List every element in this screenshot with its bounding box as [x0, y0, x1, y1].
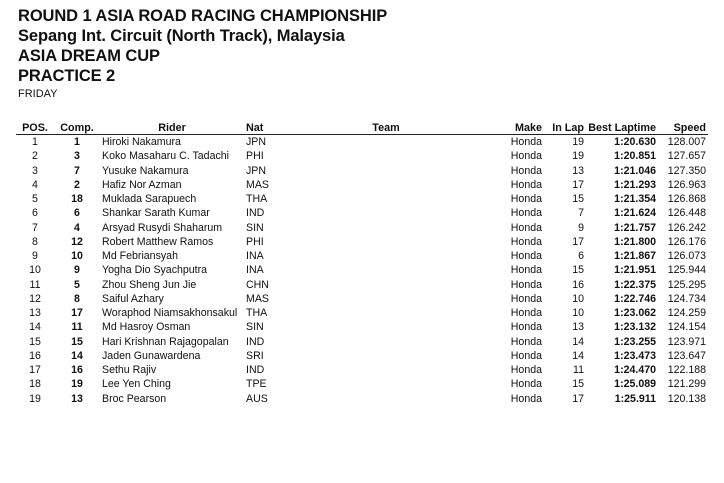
cell-pos: 12	[29, 292, 41, 305]
cell-comp: 17	[71, 307, 83, 320]
cell-pos: 15	[29, 335, 41, 348]
cell-speed: 124.154	[667, 321, 706, 334]
cell-speed: 122.188	[667, 364, 706, 377]
table-row	[16, 178, 708, 192]
cell-make: Honda	[510, 193, 542, 206]
cell-pos: 6	[32, 207, 38, 220]
cell-team	[296, 221, 476, 235]
cell-rider: Md Febriansyah	[102, 250, 178, 263]
cell-make: Honda	[510, 207, 542, 220]
table-row	[16, 135, 708, 150]
cell-team	[296, 149, 476, 163]
cell-comp: 13	[71, 392, 83, 405]
cell-inlap: 15	[572, 193, 584, 206]
cell-best-laptime: 1:22.746	[614, 292, 656, 305]
cell-inlap: 17	[572, 235, 584, 248]
table-row	[16, 235, 708, 249]
cell-make: Honda	[510, 164, 542, 177]
cell-nat: SRI	[246, 349, 264, 362]
cell-comp: 1	[74, 136, 80, 149]
cell-inlap: 7	[578, 207, 584, 220]
cell-inlap: 10	[572, 292, 584, 305]
cell-speed: 126.176	[667, 235, 706, 248]
document-header	[18, 6, 387, 101]
col-speed-header: Speed	[658, 121, 708, 135]
cell-rider: Zhou Sheng Jun Jie	[102, 278, 197, 291]
cell-comp: 3	[74, 150, 80, 163]
cell-comp: 6	[74, 207, 80, 220]
table-row	[16, 335, 708, 349]
cell-nat: IND	[246, 207, 265, 220]
cell-speed: 124.259	[667, 307, 706, 320]
cell-inlap: 9	[578, 221, 584, 234]
cell-comp: 2	[74, 178, 80, 191]
cell-pos: 2	[32, 150, 38, 163]
table-row	[16, 164, 708, 178]
col-pos-header: POS.	[16, 121, 54, 135]
cell-comp: 9	[74, 264, 80, 277]
cell-best-laptime: 1:21.867	[614, 250, 656, 263]
table-row	[16, 306, 708, 320]
cell-pos: 7	[32, 221, 38, 234]
cell-inlap: 14	[572, 335, 584, 348]
cell-best-laptime: 1:23.132	[614, 321, 656, 334]
cell-speed: 125.944	[667, 264, 706, 277]
championship-title: ROUND 1 ASIA ROAD RACING CHAMPIONSHIP	[18, 7, 388, 25]
cell-speed: 123.647	[667, 349, 706, 362]
cell-nat: MAS	[246, 292, 269, 305]
col-nat-header: Nat	[244, 121, 296, 135]
circuit-name: Sepang Int. Circuit (North Track), Malaysia	[18, 27, 345, 45]
session-day: FRIDAY	[18, 88, 58, 100]
cell-team	[296, 278, 476, 292]
cell-rider: Saiful Azhary	[102, 292, 164, 305]
table-header-row	[16, 121, 708, 135]
cell-team	[296, 363, 476, 377]
cell-team	[296, 292, 476, 306]
cell-comp: 4	[74, 221, 80, 234]
cell-comp: 8	[74, 292, 80, 305]
cell-rider: Hari Krishnan Rajagopalan	[102, 335, 229, 348]
cell-speed: 125.295	[667, 278, 706, 291]
table-row	[16, 149, 708, 163]
cell-inlap: 14	[572, 349, 584, 362]
cell-nat: JPN	[246, 136, 267, 149]
cell-comp: 11	[71, 321, 83, 334]
cell-nat: SIN	[246, 321, 264, 334]
cell-speed: 126.242	[667, 221, 706, 234]
cell-team	[296, 235, 476, 249]
cell-nat: TPE	[246, 378, 267, 391]
cell-nat: SIN	[246, 221, 264, 234]
cell-comp: 16	[71, 364, 83, 377]
col-rider-header: Rider	[100, 121, 244, 135]
cell-rider: Hiroki Nakamura	[102, 136, 181, 149]
cell-team	[296, 192, 476, 206]
cell-nat: MAS	[246, 178, 269, 191]
table-row	[16, 221, 708, 235]
table-row	[16, 392, 708, 406]
cell-pos: 1	[32, 136, 38, 149]
cell-pos: 10	[29, 264, 41, 277]
cell-nat: JPN	[246, 164, 267, 177]
session-name: PRACTICE 2	[18, 67, 116, 85]
cell-make: Honda	[510, 378, 542, 391]
cell-pos: 17	[29, 364, 41, 377]
cell-rider: Yusuke Nakamura	[102, 164, 189, 177]
cell-rider: Jaden Gunawardena	[102, 349, 201, 362]
cell-rider: Robert Matthew Ramos	[102, 235, 214, 248]
cell-speed: 121.299	[667, 378, 706, 391]
cell-make: Honda	[510, 335, 542, 348]
col-best-header: Best Laptime	[586, 121, 658, 135]
cell-pos: 18	[29, 378, 41, 391]
cell-rider: Hafiz Nor Azman	[102, 178, 182, 191]
cell-nat: INA	[246, 264, 264, 277]
cell-nat: THA	[246, 307, 268, 320]
cell-rider: Woraphod Niamsakhonsakul	[102, 307, 238, 320]
cell-team	[296, 392, 476, 406]
cell-comp: 15	[71, 335, 83, 348]
cell-team	[296, 135, 476, 150]
cell-pos: 9	[32, 250, 38, 263]
cell-nat: INA	[246, 250, 264, 263]
col-comp-header: Comp.	[54, 121, 100, 135]
cell-speed: 120.138	[667, 392, 706, 405]
cell-best-laptime: 1:23.062	[614, 307, 656, 320]
cell-inlap: 15	[572, 264, 584, 277]
cell-rider: Muklada Sarapuech	[102, 193, 197, 206]
col-inlap-header: In Lap	[544, 121, 586, 135]
cell-inlap: 10	[572, 307, 584, 320]
cell-best-laptime: 1:25.911	[614, 392, 656, 405]
cell-nat: CHN	[246, 278, 269, 291]
cell-make: Honda	[510, 278, 542, 291]
cell-make: Honda	[510, 250, 542, 263]
cell-best-laptime: 1:20.630	[614, 136, 656, 149]
table-row	[16, 206, 708, 220]
table-row	[16, 377, 708, 391]
cell-comp: 5	[74, 278, 80, 291]
cell-make: Honda	[510, 392, 542, 405]
cell-nat: PHI	[246, 235, 264, 248]
cell-best-laptime: 1:21.800	[614, 235, 656, 248]
cell-nat: IND	[246, 364, 265, 377]
col-make-header: Make	[476, 121, 544, 135]
cell-team	[296, 349, 476, 363]
cell-best-laptime: 1:25.089	[614, 378, 656, 391]
cell-pos: 3	[32, 164, 38, 177]
cell-rider: Shankar Sarath Kumar	[102, 207, 210, 220]
cell-rider: Lee Yen Ching	[102, 378, 171, 391]
cell-nat: IND	[246, 335, 265, 348]
cell-pos: 11	[29, 278, 41, 291]
cell-speed: 123.971	[667, 335, 706, 348]
cell-speed: 124.734	[667, 292, 706, 305]
cell-make: Honda	[510, 235, 542, 248]
cell-rider: Koko Masaharu C. Tadachi	[102, 150, 230, 163]
cell-speed: 126.073	[667, 250, 706, 263]
cell-inlap: 17	[572, 392, 584, 405]
cell-rider: Md Hasroy Osman	[102, 321, 191, 334]
cell-comp: 12	[71, 235, 83, 248]
cell-speed: 127.350	[667, 164, 706, 177]
cell-make: Honda	[510, 349, 542, 362]
cell-inlap: 17	[572, 178, 584, 191]
cell-rider: Sethu Rajiv	[102, 364, 157, 377]
table-row	[16, 278, 708, 292]
cell-rider: Yogha Dio Syachputra	[102, 264, 208, 277]
cell-speed: 126.448	[667, 207, 706, 220]
cell-rider: Broc Pearson	[102, 392, 167, 405]
cell-best-laptime: 1:23.473	[614, 349, 656, 362]
table-row	[16, 292, 708, 306]
cell-rider: Arsyad Rusydi Shaharum	[102, 221, 223, 234]
cell-inlap: 6	[578, 250, 584, 263]
cell-comp: 19	[71, 378, 83, 391]
cell-make: Honda	[510, 292, 542, 305]
cell-make: Honda	[510, 150, 542, 163]
cell-best-laptime: 1:22.375	[614, 278, 656, 291]
cell-best-laptime: 1:21.046	[614, 164, 656, 177]
cell-inlap: 16	[572, 278, 584, 291]
class-name: ASIA DREAM CUP	[18, 47, 160, 65]
cell-inlap: 19	[572, 150, 584, 163]
results-table	[16, 121, 708, 406]
cell-best-laptime: 1:21.757	[614, 221, 656, 234]
cell-pos: 8	[32, 235, 38, 248]
cell-comp: 10	[71, 250, 83, 263]
cell-inlap: 11	[573, 364, 584, 377]
cell-best-laptime: 1:21.624	[614, 207, 656, 220]
cell-pos: 16	[29, 349, 41, 362]
cell-make: Honda	[510, 136, 542, 149]
cell-inlap: 13	[572, 321, 584, 334]
cell-make: Honda	[510, 307, 542, 320]
cell-comp: 7	[74, 164, 80, 177]
cell-speed: 127.657	[667, 150, 706, 163]
cell-pos: 4	[32, 178, 38, 191]
cell-comp: 18	[71, 193, 83, 206]
table-row	[16, 263, 708, 277]
cell-best-laptime: 1:23.255	[614, 335, 656, 348]
cell-speed: 126.868	[667, 193, 706, 206]
cell-best-laptime: 1:21.951	[614, 264, 656, 277]
cell-speed: 128.007	[667, 136, 706, 149]
table-row	[16, 249, 708, 263]
cell-pos: 14	[29, 321, 41, 334]
cell-make: Honda	[510, 264, 542, 277]
cell-nat: PHI	[246, 150, 264, 163]
cell-make: Honda	[510, 178, 542, 191]
cell-team	[296, 263, 476, 277]
cell-inlap: 13	[572, 164, 584, 177]
cell-team	[296, 306, 476, 320]
cell-best-laptime: 1:21.293	[614, 178, 656, 191]
table-row	[16, 192, 708, 206]
cell-team	[296, 320, 476, 334]
cell-team	[296, 335, 476, 349]
cell-nat: THA	[246, 193, 268, 206]
cell-inlap: 15	[572, 378, 584, 391]
cell-best-laptime: 1:20.851	[614, 150, 656, 163]
cell-team	[296, 178, 476, 192]
cell-speed: 126.963	[667, 178, 706, 191]
cell-pos: 19	[29, 392, 41, 405]
cell-make: Honda	[510, 364, 542, 377]
col-team-header: Team	[296, 121, 476, 135]
cell-make: Honda	[510, 221, 542, 234]
cell-team	[296, 164, 476, 178]
cell-team	[296, 249, 476, 263]
table-row	[16, 363, 708, 377]
cell-nat: AUS	[246, 392, 268, 405]
table-row	[16, 320, 708, 334]
cell-comp: 14	[71, 349, 83, 362]
table-row	[16, 349, 708, 363]
cell-best-laptime: 1:21.354	[614, 193, 656, 206]
cell-make: Honda	[510, 321, 542, 334]
cell-pos: 5	[32, 193, 38, 206]
results-body	[16, 135, 708, 406]
cell-inlap: 19	[572, 136, 584, 149]
cell-best-laptime: 1:24.470	[614, 364, 656, 377]
cell-team	[296, 206, 476, 220]
cell-team	[296, 377, 476, 391]
cell-pos: 13	[29, 307, 41, 320]
